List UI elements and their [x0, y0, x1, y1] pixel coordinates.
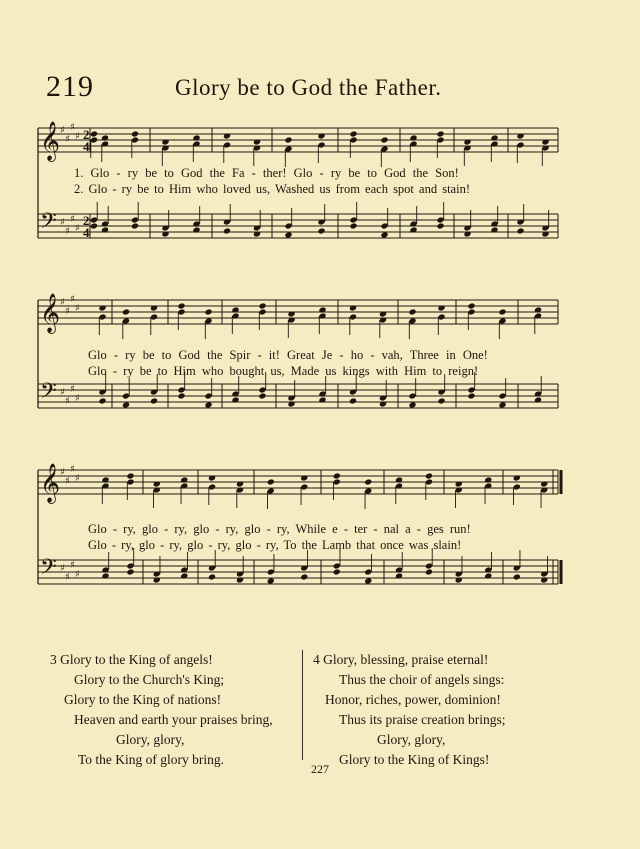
notehead — [516, 227, 524, 234]
notehead — [513, 474, 521, 481]
lyric-line-verse-2: 2. Glo - ry be to Him who loved us, Washed us from each spot and stain! — [74, 182, 470, 196]
sharp-icon: ♯ — [75, 223, 80, 234]
verse-4-line-5: Glory, glory, — [377, 732, 446, 747]
notehead — [126, 568, 134, 575]
notehead — [540, 576, 548, 583]
notehead — [380, 136, 388, 143]
notehead — [364, 478, 372, 485]
notehead — [349, 397, 357, 404]
notehead — [150, 397, 158, 404]
notehead — [349, 304, 357, 311]
verse-divider — [302, 650, 303, 760]
time-signature-bottom: 4 — [83, 139, 90, 154]
sharp-icon: ♯ — [70, 464, 75, 475]
notehead — [287, 400, 295, 407]
sharp-icon: ♯ — [60, 563, 65, 574]
notehead — [192, 134, 200, 141]
notehead — [317, 227, 325, 234]
page-number: 227 — [311, 762, 329, 776]
notehead — [131, 222, 139, 229]
treble-clef-icon: 𝄞 — [40, 121, 61, 161]
notehead — [300, 474, 308, 481]
verse-3-line-5: Glory, glory, — [116, 732, 185, 747]
notehead — [436, 222, 444, 229]
time-signature-top: 2 — [83, 127, 90, 142]
notehead — [425, 568, 433, 575]
notehead — [534, 396, 542, 403]
notehead — [318, 306, 326, 313]
treble-clef-icon: 𝄞 — [40, 463, 61, 503]
sharp-icon: ♯ — [60, 125, 65, 136]
notehead — [287, 310, 295, 317]
sharp-icon: ♯ — [70, 294, 75, 305]
sharp-icon: ♯ — [75, 131, 80, 142]
notehead — [223, 132, 231, 139]
notehead — [90, 222, 98, 229]
notehead — [484, 476, 492, 483]
verse-3-line-2: Glory to the Church's King; — [74, 672, 225, 687]
notehead — [541, 138, 549, 145]
music-system-1 — [0, 120, 640, 270]
notehead — [253, 138, 261, 145]
notehead — [126, 472, 134, 479]
sharp-icon: ♯ — [70, 122, 75, 133]
notehead — [267, 577, 275, 584]
notehead — [498, 401, 506, 408]
verse-3-line-1: 3 Glory to the King of angels! — [50, 652, 213, 667]
sharp-icon: ♯ — [65, 134, 70, 145]
notehead — [153, 480, 161, 487]
sharp-icon: ♯ — [70, 384, 75, 395]
notehead — [463, 230, 471, 237]
sharp-icon: ♯ — [75, 303, 80, 314]
verse-3-line-3: Glory to the King of nations! — [64, 692, 222, 707]
notehead — [258, 302, 266, 309]
bass-clef-icon: 𝄢 — [40, 555, 57, 585]
notehead — [253, 230, 261, 237]
notehead — [541, 230, 549, 237]
notehead — [208, 474, 216, 481]
notehead — [150, 304, 158, 311]
bass-clef-icon: 𝄢 — [40, 209, 57, 239]
lyric-line-verse-1: 1. Glo - ry be to God the Fa - ther! Glo - ry be to God the Son! — [74, 166, 459, 180]
notehead — [490, 134, 498, 141]
notehead — [364, 577, 372, 584]
notehead — [379, 400, 387, 407]
notehead — [236, 576, 244, 583]
lyric-line-verse-1: Glo - ry, glo - ry, glo - ry, glo - ry, While e - ter - nal a - ges run! — [88, 522, 471, 536]
notehead — [161, 230, 169, 237]
verse-4-line-3: Honor, riches, power, dominion! — [325, 692, 501, 707]
sharp-icon: ♯ — [60, 217, 65, 228]
notehead — [349, 130, 357, 137]
notehead — [180, 476, 188, 483]
notehead — [101, 226, 109, 233]
notehead — [317, 132, 325, 139]
sharp-icon: ♯ — [65, 306, 70, 317]
notehead — [161, 138, 169, 145]
notehead — [101, 476, 109, 483]
notehead — [516, 132, 524, 139]
notehead — [534, 306, 542, 313]
notehead — [192, 226, 200, 233]
notehead — [122, 401, 130, 408]
notehead — [318, 396, 326, 403]
notehead — [455, 480, 463, 487]
notehead — [437, 397, 445, 404]
notehead — [513, 573, 521, 580]
notehead — [395, 572, 403, 579]
notehead — [490, 226, 498, 233]
time-signature-bottom: 4 — [83, 225, 90, 240]
notehead — [540, 480, 548, 487]
notehead — [455, 576, 463, 583]
notehead — [177, 392, 185, 399]
notehead — [122, 308, 130, 315]
notehead — [498, 308, 506, 315]
lyric-line-verse-1: Glo - ry be to God the Spir - it! Great Je - ho - vah, Three in One! — [88, 348, 488, 362]
sharp-icon: ♯ — [75, 473, 80, 484]
notehead — [395, 476, 403, 483]
notehead — [204, 308, 212, 315]
treble-clef-icon: 𝄞 — [40, 293, 61, 333]
sharp-icon: ♯ — [70, 560, 75, 571]
verse-3 — [50, 650, 273, 770]
sharp-icon: ♯ — [60, 387, 65, 398]
hymn-number: 219 — [46, 70, 94, 103]
verse-4-line-6: Glory to the King of Kings! — [339, 752, 490, 767]
notehead — [258, 392, 266, 399]
hymn-title: Glory be to God the Father. — [175, 75, 442, 100]
notehead — [208, 573, 216, 580]
notehead — [153, 576, 161, 583]
notehead — [101, 572, 109, 579]
notehead — [204, 401, 212, 408]
notehead — [267, 478, 275, 485]
lyric-line-verse-2: Glo - ry, glo - ry, glo - ry, glo - ry, To the Lamb that once was slain! — [88, 538, 462, 552]
verse-4 — [313, 650, 505, 770]
notehead — [349, 222, 357, 229]
sharp-icon: ♯ — [70, 214, 75, 225]
notehead — [408, 308, 416, 315]
sharp-icon: ♯ — [60, 467, 65, 478]
music-system-2 — [0, 292, 640, 442]
notehead — [223, 227, 231, 234]
sharp-icon: ♯ — [65, 226, 70, 237]
time-signature-top: 2 — [83, 213, 90, 228]
notehead — [436, 130, 444, 137]
notehead — [380, 231, 388, 238]
sharp-icon: ♯ — [75, 393, 80, 404]
bass-clef-icon: 𝄢 — [40, 379, 57, 409]
verse-4-line-2: Thus the choir of angels sings: — [339, 672, 505, 687]
notehead — [131, 130, 139, 137]
notehead — [180, 572, 188, 579]
notehead — [101, 134, 109, 141]
notehead — [437, 304, 445, 311]
lyric-line-verse-2: Glo - ry be to Him who bought us, Made us kings with Him to reign! — [88, 364, 479, 378]
notehead — [300, 573, 308, 580]
sharp-icon: ♯ — [65, 572, 70, 583]
notehead — [484, 572, 492, 579]
notehead — [177, 302, 185, 309]
notehead — [333, 472, 341, 479]
notehead — [409, 226, 417, 233]
sharp-icon: ♯ — [60, 297, 65, 308]
notehead — [467, 392, 475, 399]
music-system-3 — [0, 462, 640, 622]
notehead — [467, 302, 475, 309]
sharp-icon: ♯ — [65, 396, 70, 407]
notehead — [463, 138, 471, 145]
verse-3-line-6: To the King of glory bring. — [78, 752, 225, 767]
notehead — [90, 130, 98, 137]
notehead — [409, 134, 417, 141]
sharp-icon: ♯ — [65, 476, 70, 487]
notehead — [284, 136, 292, 143]
notehead — [98, 397, 106, 404]
notehead — [408, 401, 416, 408]
notehead — [284, 231, 292, 238]
notehead — [231, 396, 239, 403]
notehead — [425, 472, 433, 479]
notehead — [333, 568, 341, 575]
verse-4-line-1: 4 Glory, blessing, praise eternal! — [313, 652, 489, 667]
notehead — [236, 480, 244, 487]
notehead — [379, 310, 387, 317]
notehead — [98, 304, 106, 311]
notehead — [231, 306, 239, 313]
verse-3-line-4: Heaven and earth your praises bring, — [74, 712, 273, 727]
verse-4-line-4: Thus its praise creation brings; — [339, 712, 506, 727]
sharp-icon: ♯ — [75, 569, 80, 580]
